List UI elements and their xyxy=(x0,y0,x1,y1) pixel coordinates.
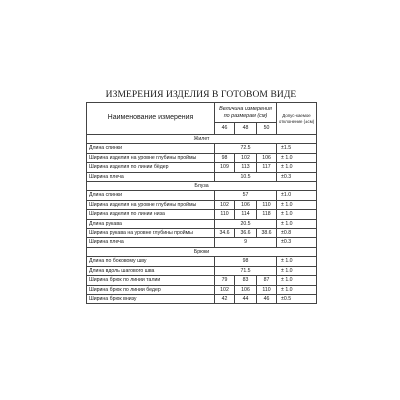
tolerance-value: ± 1.0 xyxy=(277,285,317,294)
measurement-name: Ширина изделия по линии низа xyxy=(87,210,215,219)
table-row xyxy=(87,200,317,209)
table-row xyxy=(87,238,317,247)
measurement-value: 102 xyxy=(215,200,235,209)
column-header-name: Наименование измерения xyxy=(87,103,215,135)
measurement-value: 106 xyxy=(257,153,277,162)
tolerance-value: ± 1.0 xyxy=(277,266,317,275)
measurement-name: Ширина изделия на уровне глубины проймы xyxy=(87,200,215,209)
measurement-name: Ширина изделия на уровне глубины проймы xyxy=(87,153,215,162)
measurement-value: 57 xyxy=(215,191,277,200)
measurement-name: Длина рукава xyxy=(87,219,215,228)
measurement-value: 117 xyxy=(257,163,277,172)
measurement-name: Длина по боковому шву xyxy=(87,257,215,266)
measurement-value: 106 xyxy=(235,285,257,294)
tolerance-value: ± 1.0 xyxy=(277,163,317,172)
measurement-name: Ширина рукава на уровне глубины проймы xyxy=(87,229,215,238)
table-row xyxy=(87,144,317,153)
page-title: ИЗМЕРЕНИЯ ИЗДЕЛИЯ В ГОТОВОМ ВИДЕ xyxy=(105,90,297,100)
table-row xyxy=(87,257,317,266)
measurement-value: 36.6 xyxy=(235,229,257,238)
measurement-name: Ширина брюк по линии талии xyxy=(87,276,215,285)
section-row xyxy=(87,247,317,256)
tolerance-value: ± 1.0 xyxy=(277,210,317,219)
section-title: Блуза xyxy=(87,182,317,191)
table-row xyxy=(87,285,317,294)
tolerance-value: ±1.5 xyxy=(277,144,317,153)
tolerance-value: ±0.8 xyxy=(277,229,317,238)
measurement-value: 110 xyxy=(215,210,235,219)
measurement-value: 110 xyxy=(257,200,277,209)
table-row xyxy=(87,229,317,238)
table-row xyxy=(87,191,317,200)
measurement-name: Длина вдоль шагового шва xyxy=(87,266,215,275)
measurement-value: 72.5 xyxy=(215,144,277,153)
measurement-table xyxy=(86,102,317,304)
measurement-value: 109 xyxy=(215,163,235,172)
measurement-value: 34.6 xyxy=(215,229,235,238)
section-row xyxy=(87,182,317,191)
measurement-value: 106 xyxy=(235,200,257,209)
measurement-value: 87 xyxy=(257,276,277,285)
table-row xyxy=(87,172,317,181)
tolerance-value: ± 1.0 xyxy=(277,276,317,285)
measurement-name: Ширина изделия по линии бёдер xyxy=(87,163,215,172)
section-title: Жилет xyxy=(87,135,317,144)
measurement-value: 102 xyxy=(215,285,235,294)
measurement-value: 110 xyxy=(257,285,277,294)
measurement-value: 46 xyxy=(257,294,277,303)
table-row xyxy=(87,153,317,162)
header-row xyxy=(87,103,317,123)
measurement-name: Ширина плеча xyxy=(87,238,215,247)
measurement-value: 114 xyxy=(235,210,257,219)
column-header-sizes: Величина измерения по размерам (см) xyxy=(215,103,277,123)
measurement-name: Ширина брюк по линии бедер xyxy=(87,285,215,294)
measurement-name: Длина спинки xyxy=(87,191,215,200)
tolerance-value: ± 1.0 xyxy=(277,200,317,209)
measurement-name: Ширина брюк внизу xyxy=(87,294,215,303)
measurement-value: 42 xyxy=(215,294,235,303)
size-header: 48 xyxy=(235,123,257,135)
tolerance-value: ± 1.0 xyxy=(277,153,317,162)
size-header: 46 xyxy=(215,123,235,135)
table-row xyxy=(87,276,317,285)
tolerance-value: ±0.3 xyxy=(277,172,317,181)
measurement-value: 98 xyxy=(215,257,277,266)
measurement-value: 71.5 xyxy=(215,266,277,275)
tolerance-value: ±0.5 xyxy=(277,294,317,303)
measurement-name: Длина спинки xyxy=(87,144,215,153)
table-row xyxy=(87,266,317,275)
tolerance-value: ±0.3 xyxy=(277,238,317,247)
measurement-value: 44 xyxy=(235,294,257,303)
size-header: 50 xyxy=(257,123,277,135)
table-row xyxy=(87,163,317,172)
measurement-value: 38.6 xyxy=(257,229,277,238)
column-header-tolerance: Допус-каемое отклонение (±см) xyxy=(277,103,317,135)
measurement-value: 20.5 xyxy=(215,219,277,228)
measurement-value: 118 xyxy=(257,210,277,219)
tolerance-value: ± 1.0 xyxy=(277,257,317,266)
section-row xyxy=(87,135,317,144)
tolerance-value: ±1.0 xyxy=(277,191,317,200)
tolerance-value: ± 1.0 xyxy=(277,219,317,228)
measurement-value: 9 xyxy=(215,238,277,247)
measurement-name: Ширина плеча xyxy=(87,172,215,181)
table-row xyxy=(87,294,317,303)
table-row xyxy=(87,219,317,228)
measurement-value: 79 xyxy=(215,276,235,285)
measurement-value: 10.5 xyxy=(215,172,277,181)
table-body xyxy=(87,103,317,304)
section-title: Брюки xyxy=(87,247,317,256)
measurement-value: 83 xyxy=(235,276,257,285)
measurement-value: 98 xyxy=(215,153,235,162)
table-row xyxy=(87,210,317,219)
measurement-value: 113 xyxy=(235,163,257,172)
measurement-value: 102 xyxy=(235,153,257,162)
